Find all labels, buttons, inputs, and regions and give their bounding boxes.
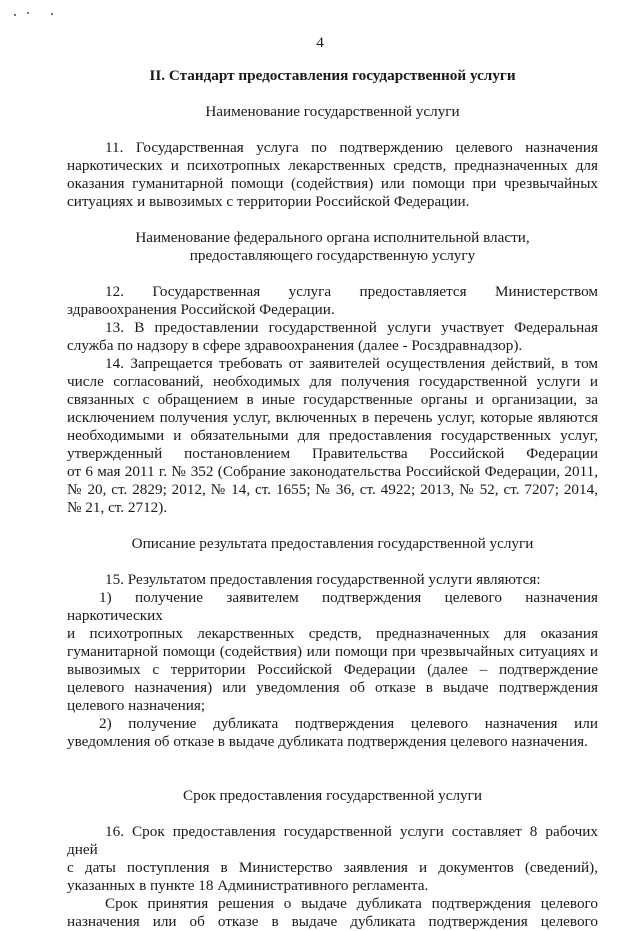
text-line: № 20, ст. 2829; 2012, № 14, ст. 1655; № 36, ст. 4922; 2013, № 52, ст. 7207; 2014, <box>67 481 598 498</box>
text-line: назначения или об отказе в выдаче дубликата подтверждения целевого <box>67 913 598 930</box>
text-line: 16. Срок предоставления государственной услуги составляет 8 рабочих дней <box>67 823 598 858</box>
text-line: от 6 мая 2011 г. № 352 (Собрание законодательства Российской Федерации, 2011, <box>67 463 598 480</box>
heading-result: Описание результата предоставления государственной услуги <box>131 535 534 552</box>
text-line: № 21, ст. 2712). <box>67 499 168 516</box>
paragraph-15-item-1 <box>67 589 598 715</box>
text-line: 13. В предоставлении государственной услуги участвует Федеральная <box>105 319 598 336</box>
heading-service-name: Наименование государственной услуги <box>205 103 460 120</box>
text-line: числе согласований, необходимых для получения государственной услуги и <box>67 373 598 390</box>
scan-speck <box>14 14 16 16</box>
text-line: Срок принятия решения о выдаче дубликата подтверждения целевого <box>105 895 598 912</box>
paragraph-13 <box>67 319 598 355</box>
text-line: целевого назначения) или уведомления об отказе в выдаче подтверждения <box>67 679 598 696</box>
paragraph-11 <box>67 139 598 211</box>
text-line: с даты поступления в Министерство заявления и документов (сведений), <box>67 859 598 876</box>
paragraph-14 <box>67 355 598 517</box>
heading-term: Срок предоставления государственной услуги <box>183 787 482 804</box>
heading-federal-organ-2: предоставляющего государственную услугу <box>189 247 476 264</box>
scan-speck <box>51 13 53 15</box>
text-line: ситуациях и вывозимых с территории Российской Федерации. <box>67 193 470 210</box>
text-line: уведомления об отказе в выдаче дубликата подтверждения целевого назначения. <box>67 733 588 750</box>
text-line: утвержденный постановлением Правительства Российской Федерации <box>67 445 598 462</box>
paragraph-15-intro: 15. Результатом предоставления государственной услуги являются: <box>105 571 541 588</box>
text-line: необходимыми и обязательными для предоставления государственных услуг, <box>67 427 598 444</box>
text-line: 2) получение дубликата подтверждения целевого назначения или <box>99 715 598 732</box>
paragraph-15-item-2 <box>67 715 598 751</box>
paragraph-16 <box>67 823 598 895</box>
text-line: исключением получения услуг, включенных в перечень услуг, которые являются <box>67 409 598 426</box>
text-line: целевого назначения; <box>67 697 206 714</box>
paragraph-16b <box>67 895 598 931</box>
text-line: здравоохранения Российской Федерации. <box>67 301 335 318</box>
section-title: II. Стандарт предоставления государственной услуги <box>149 67 516 84</box>
text-line: 14. Запрещается требовать от заявителей осуществления действий, в том <box>105 355 598 372</box>
heading-federal-organ: Наименование федерального органа исполнительной власти, <box>135 229 530 246</box>
text-line: и психотропных лекарственных средств, предназначенных для оказания <box>67 625 598 642</box>
paragraph-12 <box>67 283 598 319</box>
scan-speck <box>27 12 29 14</box>
document-body <box>67 67 598 931</box>
text-line: оказания гуманитарной помощи (содействия) или помощи при чрезвычайных <box>67 175 598 192</box>
text-line: гуманитарной помощи (содействия) или помощи при чрезвычайных ситуациях и <box>67 643 598 660</box>
text-line: наркотических и психотропных лекарственных средств, предназначенных для <box>67 157 598 174</box>
text-line: связанных с обращением в иные государственные органы и организации, за <box>67 391 598 408</box>
text-line: служба по надзору в сфере здравоохранения (далее - Росздравнадзор). <box>67 337 523 354</box>
page-number: 4 <box>316 34 324 51</box>
text-line: вывозимых с территории Российской Федерации (далее – подтверждение <box>67 661 598 678</box>
text-line: 1) получение заявителем подтверждения целевого назначения наркотических <box>67 589 598 624</box>
text-line: указанных в пункте 18 Административного регламента. <box>67 877 429 894</box>
text-line: 12. Государственная услуга предоставляется Министерством <box>105 283 598 300</box>
text-line: 11. Государственная услуга по подтверждению целевого назначения <box>105 139 598 156</box>
